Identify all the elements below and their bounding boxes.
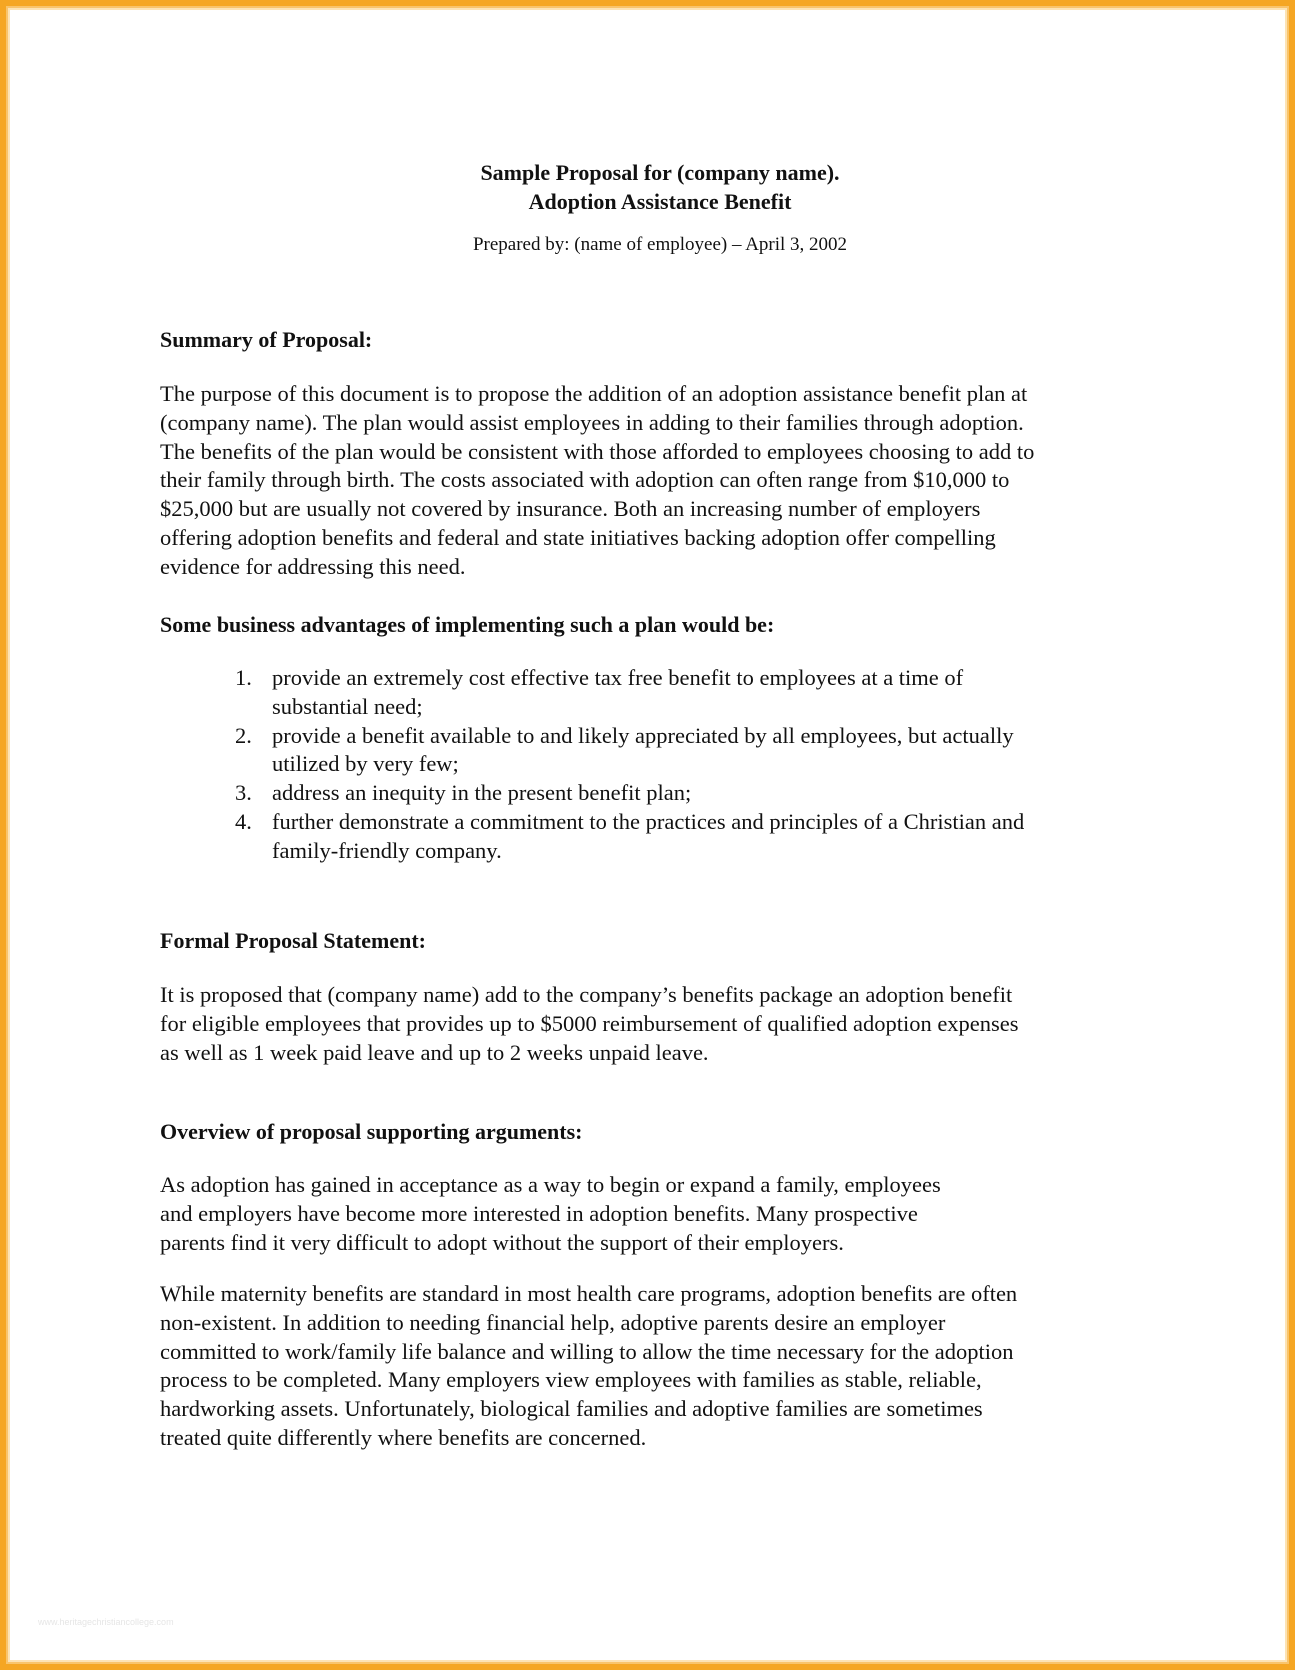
overview-line: committed to work/family life balance and willing to allow the time necessary for the adoption (160, 1338, 1014, 1364)
list-item (235, 779, 1024, 808)
overview-heading: Overview of proposal supporting arguments: (160, 1119, 583, 1144)
list-item (235, 808, 1024, 866)
list-item-text: substantial need; (272, 693, 423, 719)
formal-proposal-heading: Formal Proposal Statement: (160, 928, 426, 953)
overview-line: While maternity benefits are standard in most health care programs, adoption benefits are often (160, 1281, 1018, 1306)
summary-line: offering adoption benefits and federal and state initiatives backing adoption offer compelling (160, 524, 996, 550)
formal-line: as well as 1 week paid leave and up to 2 weeks unpaid leave. (160, 1039, 709, 1065)
watermark-text: www.heritagechristiancollege.com (38, 1617, 174, 1627)
summary-heading: Summary of Proposal: (160, 327, 373, 352)
summary-line: The purpose of this document is to propose the addition of an adoption assistance benefit plan at (160, 381, 1028, 406)
list-item-text: utilized by very few; (272, 751, 459, 777)
document-title-line1: Sample Proposal for (company name). (480, 160, 840, 185)
summary-line: their family through birth. The costs associated with adoption can often range from $10,000 to (160, 467, 1010, 493)
overview-line: hardworking assets. Unfortunately, biological families and adoptive families are sometimes (160, 1396, 983, 1422)
list-item-text: provide an extremely cost effective tax free benefit to employees at a time of (272, 665, 964, 690)
list-item-text: further demonstrate a commitment to the practices and principles of a Christian and (272, 808, 1025, 834)
formal-line: for eligible employees that provides up to $5000 reimbursement of qualified adoption expenses (160, 1010, 1019, 1036)
list-item-text: provide a benefit available to and likely appreciated by all employees, but actually (272, 722, 1014, 748)
overview-line: treated quite differently where benefits are concerned. (160, 1424, 647, 1450)
list-item-text: family-friendly company. (272, 837, 502, 863)
list-item (235, 722, 1024, 780)
advantages-heading: Some business advantages of implementing such a plan would be: (160, 612, 775, 637)
overview-line: parents find it very difficult to adopt without the support of their employers. (160, 1229, 844, 1255)
overview-line: process to be completed. Many employers view employees with families as stable, reliable, (160, 1367, 982, 1393)
list-item-number: 3. (235, 780, 252, 806)
overview-line: As adoption has gained in acceptance as a way to begin or expand a family, employees (160, 1172, 941, 1197)
overview-paragraph-2 (160, 1280, 1017, 1453)
list-item-number: 2. (235, 722, 252, 748)
summary-line: $25,000 but are usually not covered by insurance. Both an increasing number of employers (160, 496, 981, 522)
summary-line: The benefits of the plan would be consistent with those afforded to employees choosing to add to (160, 438, 1035, 464)
summary-paragraph (160, 380, 1034, 582)
list-item-text: address an inequity in the present benefit plan; (272, 780, 692, 806)
overview-paragraph-1 (160, 1171, 941, 1257)
summary-line: (company name). The plan would assist employees in adding to their families through adoption. (160, 409, 1024, 435)
list-item-number: 4. (235, 808, 252, 834)
advantages-list (235, 664, 1024, 866)
list-item-number: 1. (235, 665, 252, 690)
overview-line: and employers have become more interested in adoption benefits. Many prospective (160, 1200, 918, 1226)
summary-line: evidence for addressing this need. (160, 553, 466, 579)
document-title-line2: Adoption Assistance Benefit (528, 189, 792, 214)
overview-line: non-existent. In addition to needing financial help, adoptive parents desire an employer (160, 1309, 946, 1335)
list-item (235, 664, 1024, 722)
formal-proposal-paragraph (160, 981, 1019, 1067)
title-block (390, 158, 930, 256)
prepared-by-line: Prepared by: (name of employee) – April 3, 2002 (472, 234, 848, 255)
formal-line: It is proposed that (company name) add to the company’s benefits package an adoption benefit (160, 982, 1013, 1007)
